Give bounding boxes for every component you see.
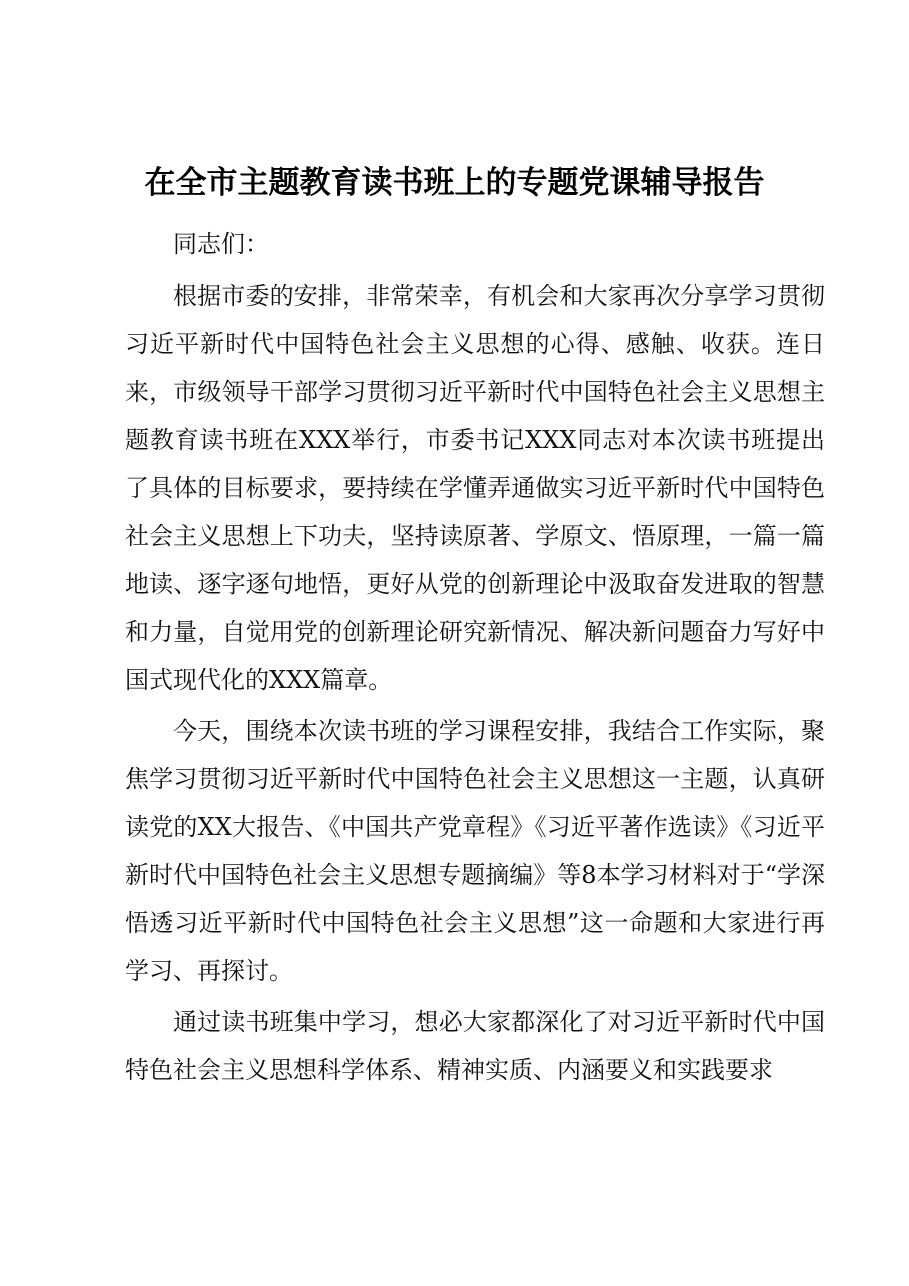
- greeting: 同志们：: [173, 230, 269, 258]
- paragraph-3: 通过读书班集中学习，想必大家都深化了对习近平新时代中国特色社会主义思想科学体系、精神实质、内涵要义和实践要求: [125, 1008, 825, 1084]
- document-body: [125, 220, 825, 1097]
- document-title: 在全市主题教育读书班上的专题党课辅导报告: [144, 165, 765, 201]
- paragraph-2: 今天，围绕本次读书班的学习课程安排，我结合工作实际，聚焦学习贯彻习近平新时代中国特色社会主义思想这一主题，认真研读党的XX大报告、《中国共产党章程》《习近平著作选读》《习近平新时代中国特色社会主义思想专题摘编》等8本学习材料对于“学深悟透习近平新时代中国特色社会主义思想”这一命题和大家进行再学习、再探讨。: [125, 717, 825, 985]
- paragraph-1: 根据市委的安排，非常荣幸，有机会和大家再次分享学习贯彻习近平新时代中国特色社会主义思想的心得、感触、收获。连日来，市级领导干部学习贯彻习近平新时代中国特色社会主义思想主题教育读书班在XXX举行，市委书记XXX同志对本次读书班提出了具体的目标要求，要持续在学懂弄通做实习近平新时代中国特色社会主义思想上下功夫，坚持读原著、学原文、悟原理，一篇一篇地读、逐字逐句地悟，更好从党的创新理论中汲取奋发进取的智慧和力量，自觉用党的创新理论研究新情况、解决新问题奋力写好中国式现代化的XXX篇章。: [125, 282, 825, 694]
